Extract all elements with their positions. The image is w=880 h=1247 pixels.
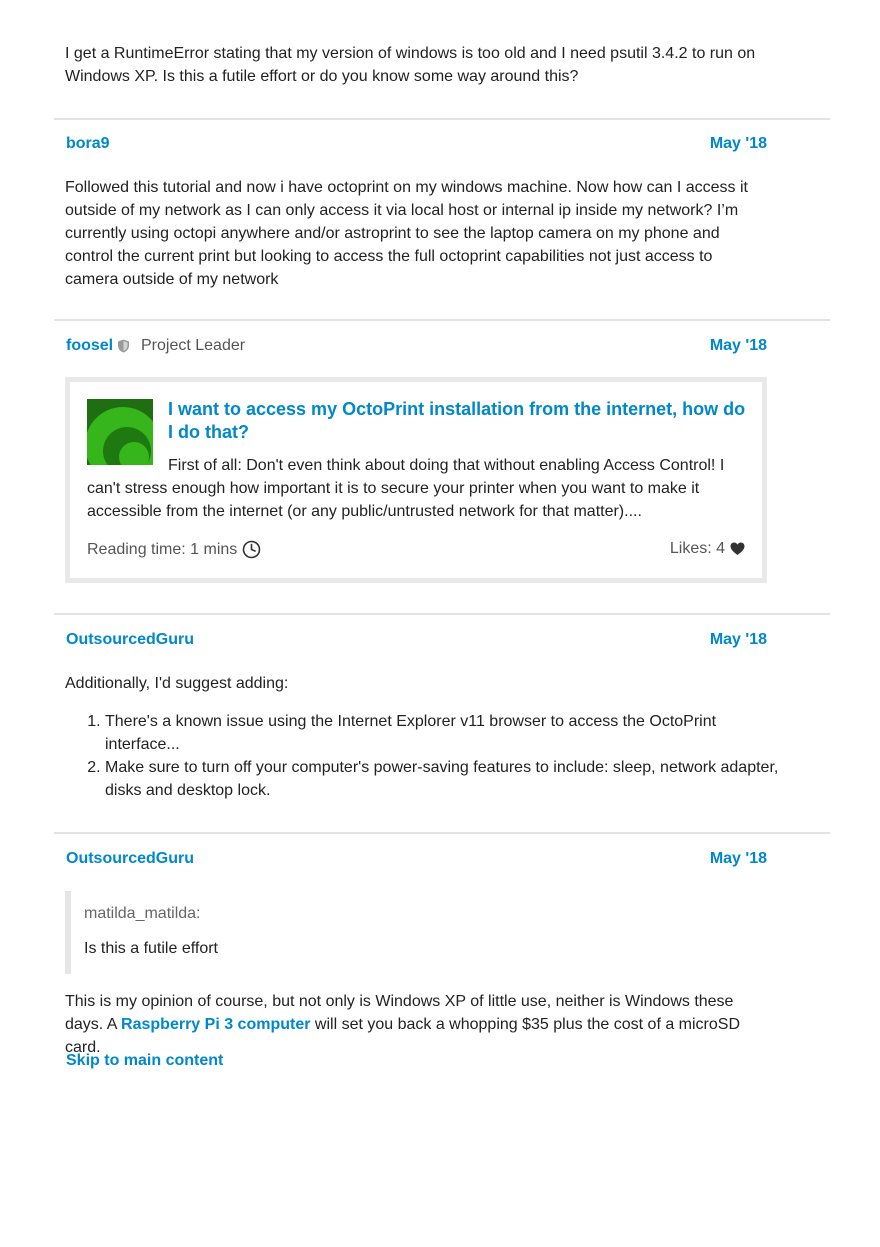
list-item: 2. Make sure to turn off your computer's power-saving features to include: sleep, network adapter, disks and desktop lock. — [105, 756, 785, 802]
likes-count — [670, 540, 745, 558]
clock-icon — [242, 540, 261, 559]
list-item: 1. There's a known issue using the Internet Explorer v11 browser to access the OctoPrint interface... — [105, 710, 785, 756]
post-date[interactable]: May '18 — [709, 135, 767, 152]
post-date[interactable]: May '18 — [709, 337, 767, 354]
skip-to-main-link[interactable]: Skip to main content — [66, 1052, 224, 1069]
reading-time-label: Reading time: 1 mins — [87, 540, 238, 558]
post-body: Followed this tutorial and now i have octoprint on my windows machine. Now how can I access it outside of my network as I can only access it via local host or internal ip inside my network? I’m currently using octopi anywhere and/or astroprint to see the laptop camera on my phone and control the current print but looking to access the full octoprint capabilities not just access to camera outside of my network — [65, 179, 748, 288]
suggestion-list — [65, 710, 785, 802]
likes-label: Likes: 4 — [669, 540, 725, 557]
username-link[interactable]: foosel — [66, 337, 114, 354]
blockquote — [65, 891, 761, 974]
username-link[interactable]: OutsourcedGuru — [66, 850, 195, 867]
username-link[interactable]: OutsourcedGuru — [66, 631, 195, 648]
heart-icon — [730, 542, 745, 556]
post-date[interactable]: May '18 — [709, 631, 767, 648]
shield-icon — [117, 339, 130, 353]
post-outsourcedguru-1 — [54, 614, 830, 832]
post-body: I get a RuntimeError stating that my version of windows is too old and I need psutil 3.4.2 to run on Windows XP. Is this a futile effort or do you know some way around this? — [65, 45, 756, 85]
onebox-excerpt: First of all: Don't even think about doing that without enabling Access Control! I can't stress enough how important it is to secure your printer when you want to make it accessible from the internet (or any public/untrusted network for that matter).... — [87, 457, 725, 520]
raspberry-pi-link[interactable]: Raspberry Pi 3 computer — [121, 1016, 311, 1033]
body-text: will set you back a whopping $35 plus the cost of a microSD card. — [65, 1016, 741, 1056]
user-title: Project Leader — [141, 337, 246, 354]
link-onebox[interactable] — [65, 377, 767, 583]
post-bora9 — [54, 118, 830, 318]
body-text: This is my opinion of course, but not only is Windows XP of little use, neither is Windows these days. A — [65, 993, 734, 1033]
quote-author[interactable]: matilda_matilda: — [84, 905, 201, 922]
username-link[interactable]: bora9 — [66, 135, 110, 152]
quote-text: Is this a futile effort — [84, 940, 218, 957]
onebox-title[interactable]: I want to access my OctoPrint installation from the internet, how do I do that? — [168, 399, 746, 442]
post-body — [65, 990, 765, 1059]
post-date[interactable]: May '18 — [709, 850, 767, 867]
post-outsourcedguru-2 — [54, 833, 830, 1073]
post-intro: Additionally, I'd suggest adding: — [65, 675, 289, 692]
reading-time — [87, 540, 261, 559]
post-foosel — [54, 320, 830, 610]
